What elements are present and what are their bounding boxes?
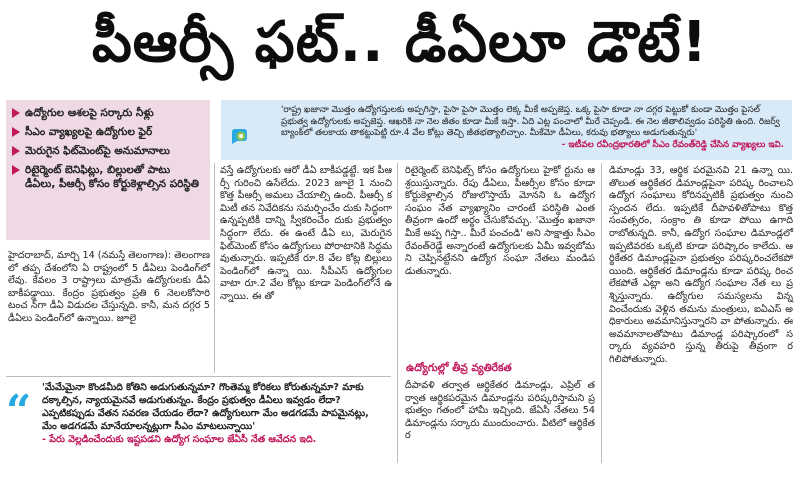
article-column-2: వస్తే ఉద్యోగులకు ఆరో డీఏ బాకీపడ్డట్టే. ఇక పీఆర్సీ గురించి ఉసేలేదు. 2023 జూలై 1 నుంచి కొత్త పీఆర్సీ అమలు చేయాల్సి ఉంది. పీఆర్సీ కమిటీ తన నివేదికను సమర్పించేం దుకు సిద్ధంగా ఉన్నప్పటికీ దాన్ని స్వీకరించేం దుకు ప్రభుత్వం సిద్ధంగా లేదు. ఈ ఉంటే డీఏ లు, మెరుగైన ఫిట్‌మెంట్ కోసం ఉద్యోగులు పోరాటానికి సిద్ధమవుతున్నారు. ఇప్పటికే రూ.8 వేల కోట్ల బిల్లులు పెండింగ్‌లో ఉన్నా యి. సీపీఎస్ ఉద్యోగుల వాటా రూ.2 వేల కోట్లు కూడా పెండింగ్‌లోనే ఉన్నాయి. ఈ తో xyxy=(220,165,392,302)
article-column-3-top: రిటైర్మెంట్ బెనిఫిట్స్ కోసం ఉద్యోగులు హైకో ర్టును ఆశ్రయిస్తున్నారు. రేపు డీఏలు, పీఆర్సీల కోసం కూడా కోర్టుకెళ్లాల్సిన రోజులొస్తాయే మోనని ఓ ఉద్యోగ సంఘం నేత వ్యాఖ్యానిం చారంటే పరిస్థితి ఎంత తీవ్రంగా ఉందో అర్థం చేసుకోవచ్చు. 'మొత్తం ఖజానా మీకే అప్ప గిస్తా.. మీరే పంచండి' అని సాక్షాత్తు సీఎం రేవంత్‌రెడ్డే అన్నారంటే ఉద్యోగులకు ఏమీ ఇవ్వబోమని చెప్పినట్టేనని ఉద్యోగ సంఘా నేతలు మండిపడుతున్నారు. xyxy=(405,165,595,277)
headline-text: పీఆర్సీ ఫట్.. డీఏలూ డౌటే! xyxy=(91,9,709,75)
article-column-4: డిమాండ్లు 33, ఆర్థిక పరమైనవి 21 ఉన్నా యి. తొలుత ఆర్థికేతర డిమాండ్లపైనా పరిష్క రించాలని ఉద్యోగ సంఘాలు కోరినప్పటికీ ప్రభుత్వం నుంచి స్పందన లేదు. ఇప్పటికే దీపావళితోపాటు కొత్త సంవత్సరం, సంక్రాం తి కూడా పోయి ఉగాది రాబోతున్నది. కానీ, ఉద్యోగ సంఘాల డిమాండ్లలో ఇప్పటివరకు ఒక్కటి కూడా పరిష్కారం కాలేదు. ఆర్థికేతర డిమాండ్లపైనా ప్రభుత్వం పరిష్కరించలేకపో యింది. ఆర్థికేతర డిమాండ్లను కూడా పరిష్క రించలేకపోతే ఎట్లా అని ఉద్యోగ సంఘాల నేత లు ప్రశ్నిస్తున్నారు. ఉద్యోగుల సమస్యలను విన్నవించేందుకు వెళ్లిన తమను మంత్రులు, ఐఏఎస్ అధికారులు అవమానిస్తున్నారని వా పోతున్నారు. ఈ అవమానాలతోపాటు డిమాండ్ల పరిష్కారంలో సర్కారు వ్యవహరి స్తున్న తీరుపై తీవ్రంగా రగిలిపోతున్నారు. xyxy=(609,165,793,365)
jac-quote-box xyxy=(6,378,391,462)
quote-badge-icon xyxy=(228,126,250,148)
cm-quote-attribution: - ఇటీవల రవీంద్రభారతిలో సీఎం రేవంత్‌రెడ్డి చేసిన వ్యాఖ్యలు ఇవి. xyxy=(561,139,784,150)
headline xyxy=(0,0,800,98)
quote-top-rule xyxy=(6,376,391,377)
column-subheading: ఉద్యోగుల్లో తీవ్ర వ్యతిరేకత xyxy=(406,362,512,374)
cm-quote-text: 'రాష్ట్ర ఖజానా మొత్తం ఉద్యోగస్తులకు అప్పగిస్తా, పైసా పైసా మొత్తం లెక్క మీకే అప్పజెప్త. ఒక్క పైసా కూడా నా దగ్గర పెట్టుకో కుండా మొత్తం పైసల్ ప్రభుత్వ ఉద్యోగులకు అప్పజెప్త. ఆఖరికి నా నెల జీతం కూడా మీకే ఇస్తా. ఏది ఎట్ల పంచాలో మీరే చెప్పండి. ఈ నెల జీతాలివ్వడం పరిస్థితి ఉంది. రిజర్వ్ బ్యాంక్‌లో తలకాయ తాకట్టుపెట్టి రూ.4 వేల కోట్లు తెచ్చి జీతభత్యాలిచ్చాం. మీకేమో డీఏలు, కరువు భత్యాలు అడుగుతున్నరు' xyxy=(281,105,780,138)
highlight-text: రిటైర్మెంట్ బెనిఫిట్లు, బిల్లులతో పాటు డీఏలు, పీఆర్సీ కోసం కోర్టుకెళ్లాల్సిన పరిస్థితి xyxy=(25,164,199,190)
triangle-bullet-icon xyxy=(12,108,20,118)
jac-quote-text: 'మేమేమైనా కొండమీది కోతిని అడుగుతున్నమా? గొంతెమ్మ కోరికలు కోరుతున్నమా? మాకు దక్కాల్సిన, న్యాయమైనవే అడుగుతున్నం. కేంద్రం ప్రభుత్వం డీఏలు ఇవ్వడం లేదా? ఎప్పటికప్పుడు వేతన సవరణ చేయడం లేదా? ఉద్యోగులుగా మేం అడగడమే పాపమైనట్లు, మేం అడగడమే మానేయాలన్నట్లుగా సీఎం మాటలున్నాయి' xyxy=(42,382,369,432)
article-column-3-bottom: దీపావళి తర్వాత ఆర్థికేతర డిమాండ్లు, ఎప్రిల్ తర్వాత ఆర్థికపరమైన డిమాండ్లను పరిష్కరిస్తామని ప్రభుత్వం గతంలో హామీ ఇచ్చింది. జేఏసీ నేతలు 54 డిమాండ్లను సర్కారు ముందుంచారు. వీటిలో ఆర్థికేతర xyxy=(405,380,595,442)
highlight-item xyxy=(10,125,204,139)
highlight-text: ఉద్యోగుల ఆశలపై సర్కారు నీళ్లు xyxy=(25,107,154,119)
article-column-1: హైదరాబాద్, మార్చి 14 (నమస్తే తెలంగాణ): తెలంగాణలో తప్ప దేశంలోని ఏ రాష్ట్రంలో 5 డీఏలు పెండింగ్‌లో లేవు. కేవలం 3 రాష్ట్రాలు మాత్రమే ఉద్యోగులకు డీఏ బాకీపడ్డాయి. కేంద్రం ప్రభుత్వం ప్రతి 6 నెలలకోసారి టంచ న్‌గా డీఏ విడుదల చేస్తున్నది. కానీ, మన దగ్గర 5 డీఏలు పెండింగ్‌లో ఉన్నాయి. జూలై xyxy=(8,250,210,324)
highlight-item xyxy=(10,163,204,191)
column-divider xyxy=(601,163,602,463)
triangle-bullet-icon xyxy=(12,127,20,137)
column-divider xyxy=(397,163,398,463)
triangle-bullet-icon xyxy=(12,146,20,156)
quote-mark-icon: “ xyxy=(6,386,32,437)
cm-quote-box xyxy=(221,100,792,160)
jac-quote-attribution: - పేరు వెల్లడించేందుకు ఇష్టపడని ఉద్యోగ సంఘాల జేఏసీ నేత ఆవేదన ఇది. xyxy=(42,434,317,445)
highlight-text: సీఎం వ్యాఖ్యలపై ఉద్యోగుల ఫైర్ xyxy=(25,126,153,138)
highlight-item xyxy=(10,144,204,158)
highlight-item xyxy=(10,106,204,120)
triangle-bullet-icon xyxy=(12,165,20,175)
highlights-box xyxy=(6,100,210,240)
highlight-text: మెరుగైన ఫిట్‌మెంట్‌పై అనుమానాలు xyxy=(25,145,170,157)
column-divider xyxy=(214,163,215,373)
